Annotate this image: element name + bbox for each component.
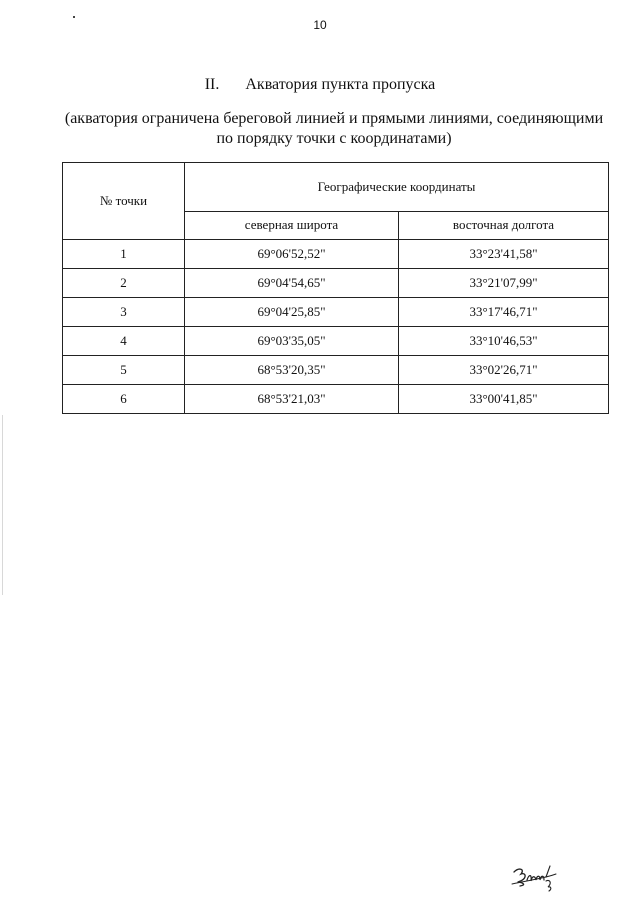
table-row bbox=[63, 240, 609, 269]
point-number-cell: 4 bbox=[63, 327, 185, 356]
latitude-cell: 68°53'20,35" bbox=[185, 356, 399, 385]
handwritten-signature bbox=[510, 863, 566, 898]
page-number: 10 bbox=[313, 18, 327, 32]
point-number-cell: 6 bbox=[63, 385, 185, 414]
longitude-cell: 33°00'41,85" bbox=[399, 385, 609, 414]
section-subtitle: (акватория ограничена береговой линией и прямыми линиями, соединяющими по порядку точки с координатами) bbox=[64, 110, 604, 147]
longitude-cell: 33°23'41,58" bbox=[399, 240, 609, 269]
table-row bbox=[63, 269, 609, 298]
table-row bbox=[63, 356, 609, 385]
header-point-number: № точки bbox=[63, 163, 185, 240]
section-title: Акватория пункта пропуска bbox=[245, 76, 436, 93]
table-row bbox=[63, 385, 609, 414]
table-row bbox=[63, 327, 609, 356]
header-north-latitude: северная широта bbox=[185, 211, 399, 239]
point-number-cell: 2 bbox=[63, 269, 185, 298]
longitude-cell: 33°02'26,71" bbox=[399, 356, 609, 385]
header-east-longitude: восточная долгота bbox=[399, 211, 609, 239]
coordinates-table bbox=[62, 162, 609, 414]
section-heading bbox=[0, 76, 640, 94]
latitude-cell: 69°04'54,65" bbox=[185, 269, 399, 298]
latitude-cell: 69°03'35,05" bbox=[185, 327, 399, 356]
section-number: II. bbox=[204, 76, 220, 93]
signature-icon bbox=[510, 863, 566, 893]
latitude-cell: 69°06'52,52" bbox=[185, 240, 399, 269]
scan-edge-line bbox=[2, 415, 3, 595]
header-geo-coordinates: Географические координаты bbox=[185, 163, 609, 212]
point-number-cell: 5 bbox=[63, 356, 185, 385]
longitude-cell: 33°21'07,99" bbox=[399, 269, 609, 298]
latitude-cell: 69°04'25,85" bbox=[185, 298, 399, 327]
table-row bbox=[63, 298, 609, 327]
longitude-cell: 33°17'46,71" bbox=[399, 298, 609, 327]
point-number-cell: 1 bbox=[63, 240, 185, 269]
point-number-cell: 3 bbox=[63, 298, 185, 327]
latitude-cell: 68°53'21,03" bbox=[185, 385, 399, 414]
longitude-cell: 33°10'46,53" bbox=[399, 327, 609, 356]
